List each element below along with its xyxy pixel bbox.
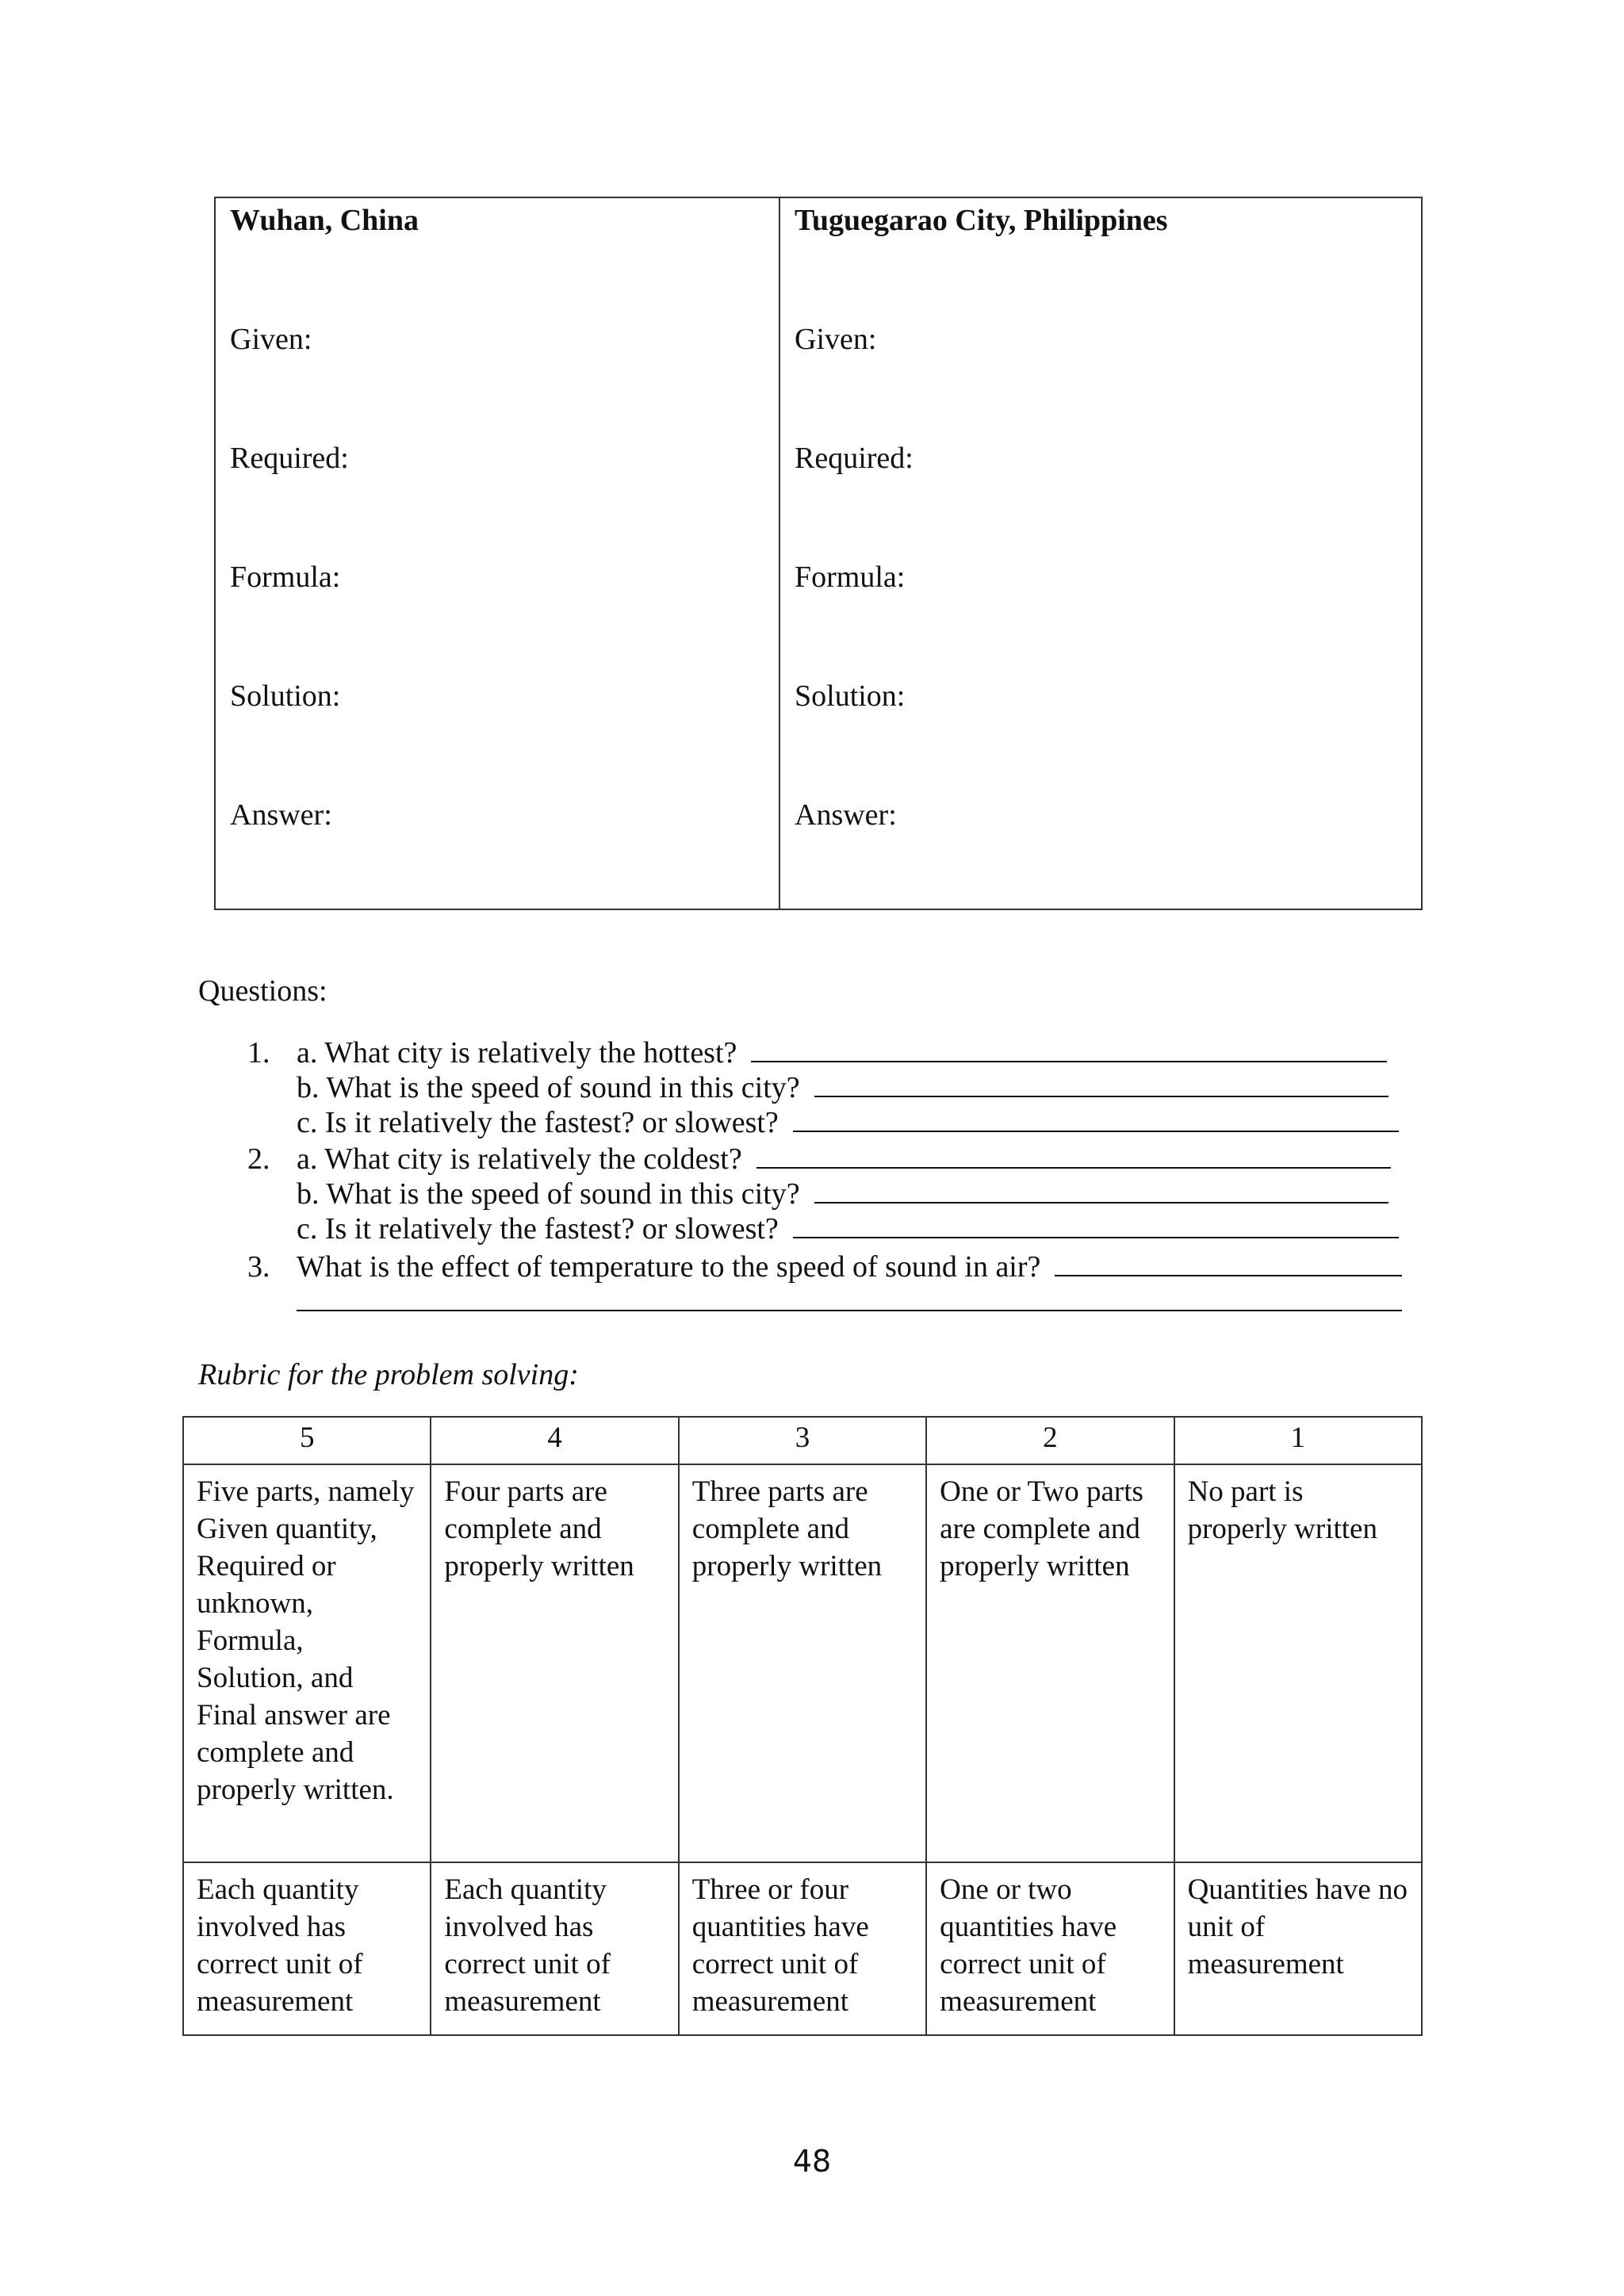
rubric-row	[183, 1464, 1422, 1862]
required-label: Required:	[230, 442, 349, 475]
question-text: a. What city is relatively the coldest?	[297, 1142, 742, 1176]
page-number: 48	[792, 2144, 832, 2179]
answer-blank[interactable]	[1055, 1251, 1402, 1276]
rubric-table	[182, 1416, 1423, 2036]
rubric-cell: Each quantity involved has correct unit of measurement	[183, 1862, 431, 2035]
rubric-score-header: 2	[926, 1417, 1174, 1464]
question-text: What is the effect of temperature to the speed of sound in air?	[297, 1250, 1041, 1284]
answer-blank[interactable]	[793, 1107, 1399, 1132]
question-text: b. What is the speed of sound in this city?	[297, 1177, 800, 1211]
question-number: 3.	[247, 1250, 270, 1284]
rubric-score-header: 3	[679, 1417, 926, 1464]
answer-blank[interactable]	[814, 1072, 1388, 1097]
solution-label: Solution:	[795, 679, 906, 713]
rubric-cell: One or Two parts are complete and properly written	[926, 1464, 1174, 1862]
work-column-wuhan	[216, 198, 780, 909]
rubric-score-header: 5	[183, 1417, 431, 1464]
answer-blank[interactable]	[814, 1178, 1388, 1203]
rubric-cell: Three parts are complete and properly written	[679, 1464, 926, 1862]
answer-blank[interactable]	[756, 1143, 1391, 1169]
given-label: Given:	[795, 323, 877, 356]
question-line	[297, 1211, 1399, 1246]
answer-label: Answer:	[795, 798, 897, 832]
rubric-cell: No part is properly written	[1174, 1464, 1422, 1862]
answer-blank[interactable]	[793, 1213, 1399, 1238]
rubric-title: Rubric for the problem solving:	[198, 1358, 579, 1391]
rubric-cell: Five parts, namely Given quantity, Required or unknown, Formula, Solution, and Final answer are complete and properly written.	[183, 1464, 431, 1862]
city-heading: Wuhan, China	[230, 204, 419, 237]
rubric-cell: Four parts are complete and properly written	[431, 1464, 678, 1862]
rubric-cell: One or two quantities have correct unit of measurement	[926, 1862, 1174, 2035]
solution-label: Solution:	[230, 679, 341, 713]
question-line	[297, 1249, 1402, 1284]
question-line	[297, 1105, 1399, 1140]
question-line	[297, 1177, 1388, 1211]
question-text: c. Is it relatively the fastest? or slowest?	[297, 1106, 779, 1139]
given-label: Given:	[230, 323, 312, 356]
rubric-row	[183, 1862, 1422, 2035]
question-text: b. What is the speed of sound in this city?	[297, 1071, 800, 1104]
required-label: Required:	[795, 442, 914, 475]
rubric-cell: Three or four quantities have correct unit of measurement	[679, 1862, 926, 2035]
question-number: 1.	[247, 1036, 270, 1070]
rubric-score-header: 4	[431, 1417, 678, 1464]
formula-label: Formula:	[230, 561, 341, 594]
formula-label: Formula:	[795, 561, 906, 594]
rubric-score-header: 1	[1174, 1417, 1422, 1464]
question-line	[297, 1142, 1391, 1177]
rubric-cell: Quantities have no unit of measurement	[1174, 1862, 1422, 2035]
question-continuation-line	[282, 1286, 1402, 1311]
rubric-cell: Each quantity involved has correct unit of measurement	[431, 1862, 678, 2035]
question-number: 2.	[247, 1142, 270, 1176]
question-line	[297, 1070, 1388, 1105]
answer-label: Answer:	[230, 798, 332, 832]
answer-blank[interactable]	[751, 1037, 1387, 1062]
questions-title: Questions:	[198, 974, 327, 1008]
work-table	[214, 197, 1423, 910]
answer-blank[interactable]	[297, 1286, 1402, 1311]
rubric-header-row	[183, 1417, 1422, 1464]
question-line	[297, 1035, 1387, 1070]
question-text: c. Is it relatively the fastest? or slowest?	[297, 1212, 779, 1246]
work-column-tuguegarao	[780, 198, 1421, 909]
city-heading: Tuguegarao City, Philippines	[795, 204, 1168, 237]
question-text: a. What city is relatively the hottest?	[297, 1036, 737, 1070]
